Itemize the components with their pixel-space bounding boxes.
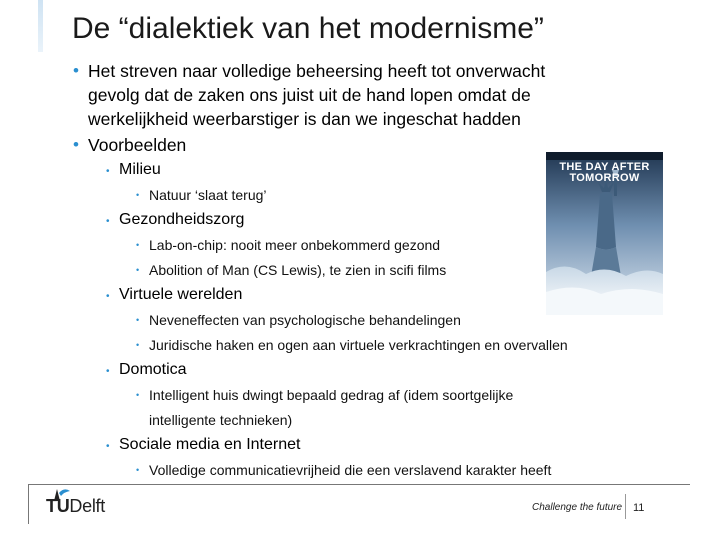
sub-sub-bullet-text: Juridische haken en ogen aan virtuele verkrachtingen en overvallen	[149, 337, 568, 353]
bullet-marker: •	[136, 465, 140, 475]
bullet-marker: •	[106, 291, 110, 302]
bullet-text: werkelijkheid weerbarstiger is dan we ingeschat hadden	[88, 109, 521, 129]
bullet-text: Voorbeelden	[88, 135, 187, 155]
sub-sub-bullet-text: intelligente technieken)	[149, 412, 293, 428]
footer-divider	[28, 484, 690, 485]
bullet-marker: •	[106, 441, 110, 452]
slide-title: De “dialektiek van het modernisme”	[72, 12, 544, 45]
sub-sub-bullet-text: Intelligent huis dwingt bepaald gedrag af (idem soortgelijke	[149, 387, 514, 403]
slide-number: 11	[633, 502, 645, 514]
sub-bullet-text: Sociale media en Internet	[119, 436, 301, 453]
bullet-marker: •	[136, 390, 140, 400]
poster-title-line1: THE DAY AFTER	[559, 161, 650, 173]
footer-separator	[625, 494, 626, 519]
tudelft-logo-text	[46, 496, 105, 517]
logo-delft: Delft	[69, 496, 105, 516]
logo-tu: TU	[46, 496, 70, 516]
sub-bullet-text: Gezondheidszorg	[119, 211, 245, 228]
sub-bullet-text: Virtuele werelden	[119, 286, 243, 303]
bullet-marker: •	[106, 166, 110, 177]
sub-sub-bullet-text: Lab-on-chip: nooit meer onbekommerd gezond	[149, 237, 441, 253]
bullet-text: gevolg dat de zaken ons juist uit de hand lopen omdat de	[88, 85, 531, 105]
sub-sub-bullet-text: Volledige communicatievrijheid die een verslavend karakter heeft	[149, 462, 552, 478]
movie-poster-image	[546, 152, 663, 315]
sub-bullet-text: Domotica	[119, 361, 187, 378]
bullet-marker: •	[73, 135, 79, 154]
bullet-marker: •	[136, 340, 140, 350]
sub-sub-bullet-text: Abolition of Man (CS Lewis), te zien in scifi films	[149, 262, 447, 278]
footer-divider-left	[28, 484, 29, 524]
sub-sub-bullet-text: Neveneffecten van psychologische behandelingen	[149, 312, 461, 328]
sub-sub-bullet-text: Natuur ‘slaat terug’	[149, 187, 267, 203]
bullet-marker: •	[106, 366, 110, 377]
bullet-marker: •	[136, 315, 140, 325]
bullet-marker: •	[136, 240, 140, 250]
footer-tagline: Challenge the future	[532, 502, 623, 513]
bullet-marker: •	[106, 216, 110, 227]
bullet-text: Het streven naar volledige beheersing heeft tot onverwacht	[88, 61, 546, 81]
sub-bullet-text: Milieu	[119, 161, 161, 178]
bullet-marker: •	[136, 190, 140, 200]
title-accent-bar	[38, 0, 43, 52]
bullet-marker: •	[73, 61, 79, 80]
poster-title-line2: TOMORROW	[569, 172, 640, 184]
bullet-marker: •	[136, 265, 140, 275]
